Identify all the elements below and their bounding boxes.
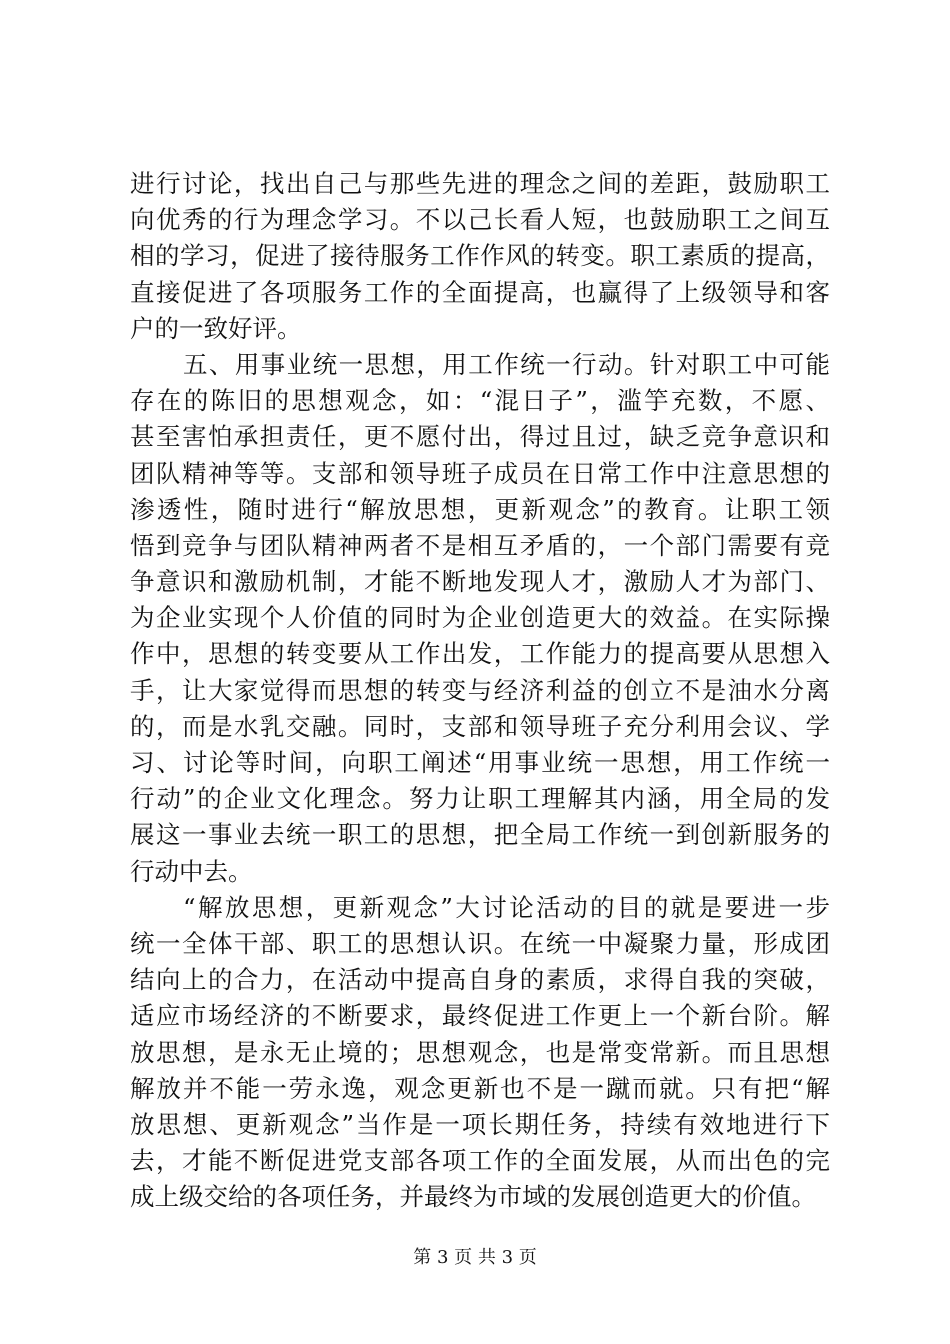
- paragraph-3-line-2: 统一全体干部、职工的思想认识。在统一中凝聚力量，形成团: [130, 928, 830, 958]
- paragraph-1: [130, 166, 830, 347]
- page-footer: [0, 1246, 950, 1270]
- paragraph-1-line-5: 户的一致好评。: [130, 313, 302, 343]
- paragraph-3-line-8: 去，才能不断促进党支部各项工作的全面发展，从而出色的完: [130, 1146, 830, 1176]
- paragraph-2-line-12: 习、讨论等时间，向职工阐述“用事业统一思想，用工作统一: [130, 748, 830, 777]
- paragraph-3-line-4: 适应市场经济的不断要求，最终促进工作更上一个新台阶。解: [130, 1001, 830, 1031]
- paragraph-3-line-7: 放思想、更新观念”当作是一项长期任务，持续有效地进行下: [130, 1109, 830, 1139]
- paragraph-3: [130, 890, 830, 1216]
- paragraph-1-line-2: 向优秀的行为理念学习。不以己长看人短，也鼓励职工之间互: [130, 205, 830, 235]
- paragraph-2-line-1: 五、用事业统一思想，用工作统一行动。针对职工中可能: [183, 349, 830, 379]
- document-body: [130, 166, 830, 1215]
- paragraph-3-line-5: 放思想，是永无止境的；思想观念，也是常变常新。而且思想: [130, 1037, 830, 1067]
- paragraph-2-line-10: 手，让大家觉得而思想的转变与经济利益的创立不是油水分离: [130, 675, 830, 705]
- paragraph-2-line-15: 行动中去。: [130, 856, 253, 886]
- paragraph-1-line-4: 直接促进了各项服务工作的全面提高，也赢得了上级领导和客: [130, 277, 830, 307]
- paragraph-2-line-3: 甚至害怕承担责任，更不愿付出，得过且过，缺乏竞争意识和: [130, 422, 830, 452]
- paragraph-2-line-13: 行动”的企业文化理念。努力让职工理解其内涵，用全局的发: [130, 784, 830, 814]
- paragraph-3-line-3: 结向上的合力，在活动中提高自身的素质，求得自我的突破，: [130, 965, 830, 995]
- paragraph-2-line-7: 争意识和激励机制，才能不断地发现人才，激励人才为部门、: [130, 567, 830, 597]
- paragraph-3-line-6: 解放并不能一劳永逸，观念更新也不是一蹴而就。只有把“解: [130, 1073, 830, 1103]
- paragraph-2-line-8: 为企业实现个人价值的同时为企业创造更大的效益。在实际操: [130, 603, 830, 633]
- paragraph-2: [130, 347, 830, 890]
- paragraph-2-line-9: 作中，思想的转变要从工作出发，工作能力的提高要从思想入: [130, 639, 830, 669]
- paragraph-2-line-5: 渗透性，随时进行“解放思想，更新观念”的教育。让职工领: [130, 494, 830, 524]
- paragraph-1-line-1: 进行讨论，找出自己与那些先进的理念之间的差距，鼓励职工: [130, 169, 830, 198]
- paragraph-3-line-9: 成上级交给的各项任务，并最终为市域的发展创造更大的价值。: [130, 1182, 816, 1212]
- paragraph-2-line-6: 悟到竞争与团队精神两者不是相互矛盾的，一个部门需要有竞: [130, 530, 830, 560]
- paragraph-2-line-2: 存在的陈旧的思想观念，如：“混日子”，滥竽充数，不愿、: [130, 386, 830, 416]
- paragraph-2-line-4: 团队精神等等。支部和领导班子成员在日常工作中注意思想的: [130, 458, 830, 488]
- paragraph-1-line-3: 相的学习，促进了接待服务工作作风的转变。职工素质的提高，: [130, 241, 830, 271]
- paragraph-3-line-1: “解放思想，更新观念”大讨论活动的目的就是要进一步: [183, 892, 830, 922]
- paragraph-2-line-11: 的，而是水乳交融。同时，支部和领导班子充分利用会议、学: [130, 711, 830, 741]
- paragraph-2-line-14: 展这一事业去统一职工的思想，把全局工作统一到创新服务的: [130, 820, 830, 850]
- page-number-label: 第 3 页 共 3 页: [413, 1247, 537, 1268]
